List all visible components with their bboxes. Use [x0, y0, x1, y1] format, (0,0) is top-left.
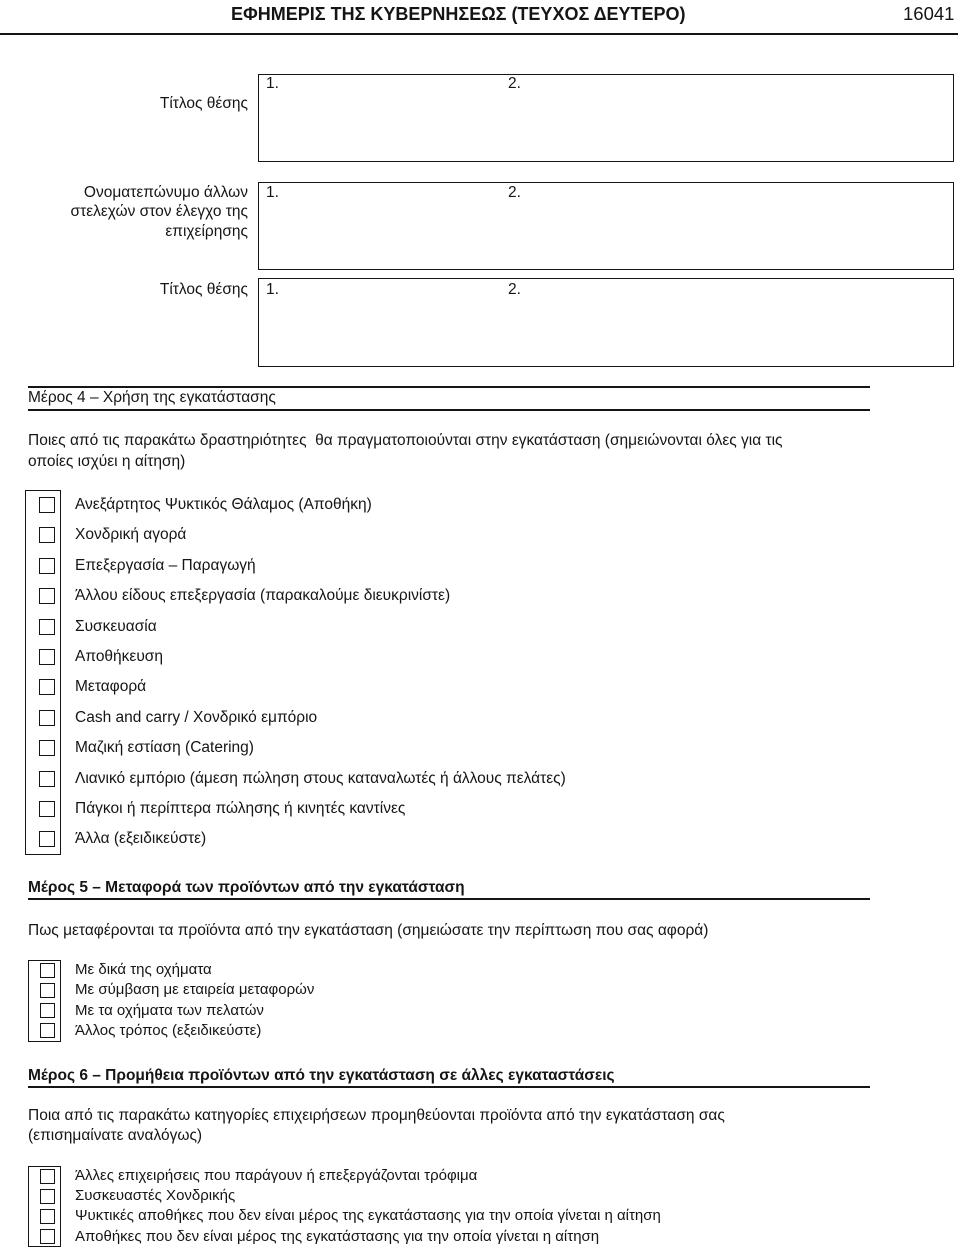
entry-number-2: 2. — [508, 75, 521, 92]
header-rule — [0, 33, 958, 35]
activity-checkbox[interactable] — [39, 497, 55, 513]
transport-option — [28, 1001, 870, 1021]
activity-option — [25, 490, 870, 520]
activity-option — [25, 672, 870, 702]
activity-label: Μαζική εστίαση (Catering) — [75, 739, 254, 757]
activity-option — [25, 824, 870, 854]
transport-checkbox[interactable] — [40, 963, 55, 978]
activity-checkbox[interactable] — [39, 679, 55, 695]
page-number: 16041 — [903, 3, 955, 24]
supply-options-list — [28, 1166, 870, 1247]
activity-checkbox[interactable] — [39, 527, 55, 543]
activity-options-list — [25, 490, 870, 855]
activity-checkbox[interactable] — [39, 740, 55, 756]
transport-checkbox[interactable] — [40, 983, 55, 998]
supply-checkbox[interactable] — [40, 1209, 55, 1224]
transport-option — [28, 960, 870, 980]
activity-option — [25, 642, 870, 672]
transport-label: Με δικά της οχήματα — [75, 961, 212, 978]
activity-label: Λιανικό εμπόριο (άμεση πώληση στους καταναλωτές ή άλλους πελάτες) — [75, 769, 566, 787]
transport-option — [28, 1021, 870, 1041]
supply-option — [28, 1186, 870, 1206]
transport-checkbox[interactable] — [40, 1003, 55, 1018]
entry-number-2: 2. — [508, 184, 521, 201]
activity-label: Ανεξάρτητος Ψυκτικός Θάλαμος (Αποθήκη) — [75, 496, 372, 513]
activity-checkbox[interactable] — [39, 801, 55, 817]
part5-heading: Μέρος 5 – Μεταφορά των προϊόντων από την εγκατάσταση — [28, 879, 465, 896]
staff-names-entry-box[interactable] — [258, 182, 954, 270]
job-title-entry-box[interactable] — [258, 74, 954, 162]
supply-checkbox[interactable] — [40, 1169, 55, 1184]
section-rule-bottom — [28, 409, 870, 411]
activity-label: Άλλα (εξειδικεύστε) — [75, 830, 207, 848]
section-rule-bottom — [28, 1086, 870, 1088]
supply-label: Άλλες επιχειρήσεις που παράγουν ή επεξεργάζονται τρόφιμα — [75, 1167, 478, 1184]
activity-checkbox[interactable] — [39, 710, 55, 726]
transport-options-list — [28, 960, 870, 1041]
part4-question-line: οποίες ισχύει η αίτηση) — [28, 453, 186, 470]
supply-checkbox[interactable] — [40, 1189, 55, 1204]
activity-checkbox[interactable] — [39, 649, 55, 665]
transport-label: Με τα οχήματα των πελατών — [75, 1001, 264, 1019]
supply-label: Ψυκτικές αποθήκες που δεν είναι μέρος της εγκατάστασης για την οποία γίνεται η αίτηση — [75, 1207, 661, 1225]
supply-label: Αποθήκες που δεν είναι μέρος της εγκατάστασης για την οποία γίνεται η αίτηση — [75, 1227, 600, 1245]
transport-option — [28, 980, 870, 1000]
activity-label: Άλλου είδους επεξεργασία (παρακαλούμε διευκρινίστε) — [75, 587, 451, 605]
part4-heading: Μέρος 4 – Χρήση της εγκατάστασης — [28, 389, 276, 406]
supply-label: Συσκευαστές Χονδρικής — [75, 1187, 236, 1205]
activity-label: Πάγκοι ή περίπτερα πώλησης ή κινητές καντίνες — [75, 800, 406, 818]
part6-question-line: (επισημαίνατε αναλόγως) — [28, 1127, 203, 1144]
supply-option — [28, 1206, 870, 1226]
activity-label: Cash and carry / Χονδρικό εμπόριο — [75, 708, 318, 726]
activity-option — [25, 703, 870, 733]
activity-option — [25, 764, 870, 794]
activity-checkbox[interactable] — [39, 619, 55, 635]
activity-option — [25, 612, 870, 642]
activity-label: Επεξεργασία – Παραγωγή — [75, 556, 256, 574]
row-label-job-title: Τίτλος θέσης — [159, 281, 248, 298]
supply-option — [28, 1227, 870, 1247]
transport-checkbox[interactable] — [40, 1023, 55, 1038]
job-title-entry-box[interactable] — [258, 278, 954, 367]
entry-number-1: 1. — [266, 184, 279, 201]
activity-label: Μεταφορά — [75, 678, 147, 696]
gazette-title: ΕΦΗΜΕΡΙΣ ΤΗΣ ΚΥΒΕΡΝΗΣΕΩΣ (ΤΕΥΧΟΣ ΔΕΥΤΕΡΟ) — [231, 4, 686, 24]
supply-checkbox[interactable] — [40, 1229, 55, 1244]
part4-question-line: Ποιες από τις παρακάτω δραστηριότητες θα πραγματοποιούνται στην εγκατάσταση (σημειώνονται όλες για τις — [28, 432, 783, 449]
activity-checkbox[interactable] — [39, 771, 55, 787]
activity-option — [25, 551, 870, 581]
activity-option — [25, 733, 870, 763]
row-label-staff-names-line: Ονοματεπώνυμο άλλων — [83, 184, 248, 201]
part6-question-line: Ποια από τις παρακάτω κατηγορίες επιχειρήσεων προμηθεύονται προϊόντα από την εγκατάσταση σας — [28, 1107, 725, 1124]
row-label-staff-names-line: στελεχών στον έλεγχο της — [70, 203, 248, 220]
part6-heading: Μέρος 6 – Προμήθεια προϊόντων από την εγκατάσταση σε άλλες εγκαταστάσεις — [28, 1067, 615, 1084]
activity-label: Χονδρική αγορά — [75, 526, 187, 544]
section-rule-bottom — [28, 898, 870, 900]
activity-option — [25, 520, 870, 550]
transport-label: Άλλος τρόπος (εξειδικεύστε) — [75, 1021, 262, 1039]
transport-label: Με σύμβαση με εταιρεία μεταφορών — [75, 981, 315, 999]
row-label-staff-names-line: επιχείρησης — [165, 223, 248, 240]
part5-question: Πως μεταφέρονται τα προϊόντα από την εγκατάσταση (σημειώσατε την περίπτωση που σας αφορά) — [28, 922, 709, 939]
activity-label: Αποθήκευση — [75, 648, 163, 666]
activity-option — [25, 581, 870, 611]
entry-number-1: 1. — [266, 75, 279, 92]
activity-checkbox[interactable] — [39, 588, 55, 604]
row-label-job-title: Τίτλος θέσης — [159, 95, 248, 112]
activity-checkbox[interactable] — [39, 831, 55, 847]
activity-label: Συσκευασία — [75, 617, 157, 635]
supply-option — [28, 1166, 870, 1186]
activity-checkbox[interactable] — [39, 558, 55, 574]
entry-number-1: 1. — [266, 281, 279, 298]
activity-option — [25, 794, 870, 824]
entry-number-2: 2. — [508, 281, 521, 298]
